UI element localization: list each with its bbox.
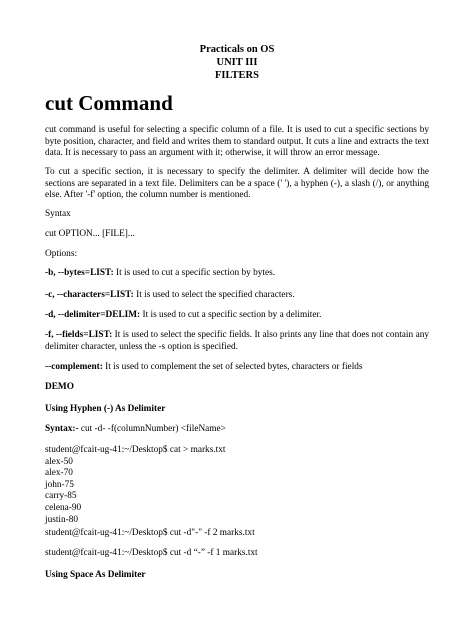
option-characters xyxy=(45,290,429,302)
option-fields xyxy=(45,330,429,353)
space-delimiter-heading xyxy=(45,570,429,582)
space-delimiter-heading-text: Using Space As Delimiter xyxy=(45,570,146,580)
options-label: Options: xyxy=(45,249,78,259)
option-flag: --complement: xyxy=(45,362,103,372)
option-description: It is used to select the specific fields. It also prints any line that does not contain any delimiter character, unless the -s option is specified. xyxy=(45,330,429,352)
option-flag: -d, --delimiter=DELIM: xyxy=(45,310,141,320)
terminal-line: john-75 xyxy=(45,479,74,490)
intro-paragraph: cut command is useful for selecting a specific column of a file. It is used to cut a specific sections by byte position, character, and field and writes them to standard output. It cuts a line and extracts the text data. It is necessary to pass an argument with it; otherwise, it will throw an error message. xyxy=(45,125,429,159)
terminal-line: alex-70 xyxy=(45,468,73,479)
demo-syntax-line xyxy=(45,424,429,436)
terminal-line: carry-85 xyxy=(45,491,77,502)
option-flag: -b, --bytes=LIST: xyxy=(45,268,114,278)
cut-command-field-2: student@fcait-ug-41:~/Desktop$ cut -d"-" -f 2 marks.txt xyxy=(45,528,255,538)
hyphen-delimiter-heading xyxy=(45,404,429,416)
option-complement xyxy=(45,362,429,374)
demo-label xyxy=(45,382,429,394)
syntax-label: Syntax xyxy=(45,209,71,219)
header-unit: UNIT III xyxy=(216,57,258,68)
option-bytes xyxy=(45,268,429,280)
syntax-usage: cut OPTION... [FILE]... xyxy=(45,229,135,239)
page-title: cut Command xyxy=(45,91,173,115)
option-flag: -c, --characters=LIST: xyxy=(45,290,134,300)
demo-syntax-label: Syntax:- xyxy=(45,424,79,434)
terminal-line: celena-90 xyxy=(45,502,82,513)
option-delimiter xyxy=(45,310,429,322)
hyphen-delimiter-heading-text: Using Hyphen (-) As Delimiter xyxy=(45,404,166,414)
delimiter-paragraph: To cut a specific section, it is necessary to specify the delimiter. A delimiter will decide how the sections are separated in a text file. Delimiters can be a space (' '), a hyphen (-), a slash (/), or anything else. After '-f' option, the column number is mentioned. xyxy=(45,167,429,201)
cut-command-field-1: student@fcait-ug-41:~/Desktop$ cut -d “-” -f 1 marks.txt xyxy=(45,548,258,558)
header-topic: FILTERS xyxy=(215,70,259,81)
demo-syntax-text: cut -d- -f(columnNumber) <fileName> xyxy=(78,424,226,434)
option-flag: -f, --fields=LIST: xyxy=(45,330,113,340)
option-description: It is used to select the specified characters. xyxy=(133,290,295,300)
option-description: It is used to complement the set of selected bytes, characters or fields xyxy=(102,362,363,372)
cat-output-block xyxy=(45,445,429,526)
option-description: It is used to cut a specific section by bytes. xyxy=(113,268,276,278)
option-description: It is used to cut a specific section by a delimiter. xyxy=(140,310,322,320)
terminal-line: justin-80 xyxy=(45,514,79,525)
header-course-title: Practicals on OS xyxy=(199,44,275,55)
demo-label-text: DEMO xyxy=(45,382,74,392)
terminal-line: alex-50 xyxy=(45,456,73,467)
terminal-line: student@fcait-ug-41:~/Desktop$ cat > marks.txt xyxy=(45,445,226,455)
